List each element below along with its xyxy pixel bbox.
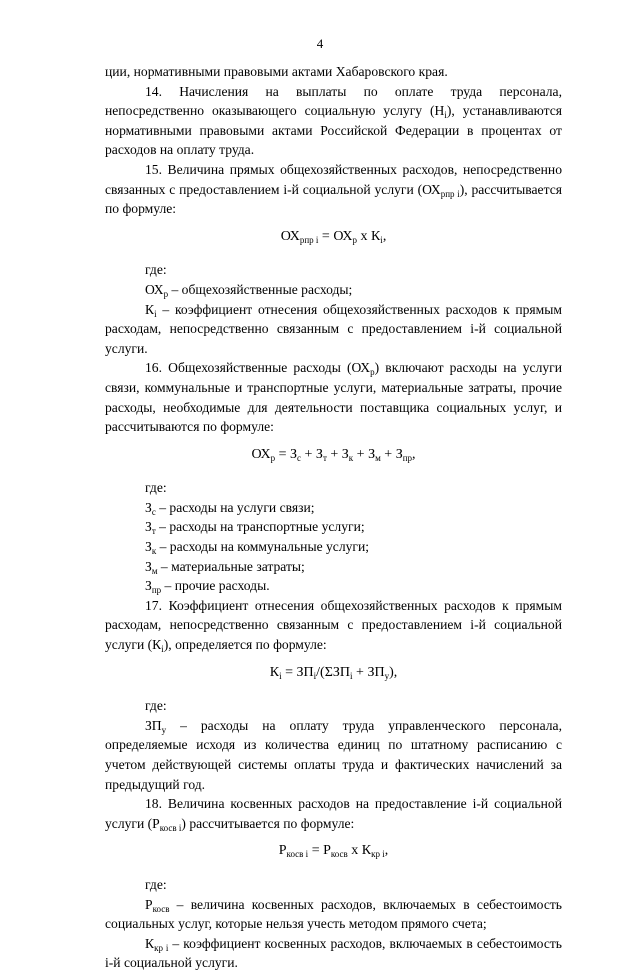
where-label: где: bbox=[145, 480, 167, 496]
formula-ox-p: $ОХ_р = З_с + З_т + З_к + З_м + З_{пр}$, bbox=[251, 446, 416, 463]
formula-k-i: $К_i = ЗП_i/(\Sigma ЗП_i + ЗП_у)$, bbox=[269, 664, 398, 681]
paragraph-14: 14. Начисления на выплаты по оплате труда персонала, непосредственно оказывающего социальную услугу $(Н_i)$, устанавливаются нормативными правовыми актами Российской Федерации в процентах от расходов на оплату труда. bbox=[105, 83, 562, 158]
definition-z-m: $З_м$ – материальные затраты; bbox=[145, 558, 305, 576]
page-number: 4 bbox=[316, 36, 324, 51]
where-label: где: bbox=[145, 262, 167, 278]
paragraph: ции, нормативными правовыми актами Хабаровского края. bbox=[105, 64, 448, 79]
document-body bbox=[105, 62, 562, 973]
definition-ox-p: $ОХ_р$ – общехозяйственные расходы; bbox=[145, 281, 353, 299]
definition-z-pr: $З_{пр}$ – прочие расходы. bbox=[145, 578, 270, 596]
definition-k-kr-i: $К_{кр i}$ – коэффициент косвенных расходов, включаемых в себестоимость i-й социальной услуги. bbox=[105, 935, 562, 971]
paragraph-16: 16. Общехозяйственные расходы $(ОХ_р)$ включают расходы на услуги связи, коммунальные и транспортные услуги, материальные затраты, прочие расходы, необходимые для деятельности поставщика социальных услуг, и рассчитываются по формуле: bbox=[105, 360, 562, 435]
formula-ox-rpr: $ОХ_{рпр i} = ОХ_р$ х $К_i$, bbox=[280, 228, 387, 245]
definition-r-kosv: $Р_{косв}$ – величина косвенных расходов, включаемых в себестоимость социальных услуг, которые нельзя учесть методом прямого счета; bbox=[105, 896, 562, 932]
definition-z-t: $З_т$ – расходы на транспортные услуги; bbox=[145, 519, 365, 537]
definition-z-s: $З_с$ – расходы на услуги связи; bbox=[145, 499, 315, 517]
where-label: где: bbox=[145, 698, 167, 714]
definition-z-k: $З_к$ – расходы на коммунальные услуги; bbox=[145, 539, 370, 557]
paragraph-18: 18. Величина косвенных расходов на предоставление i-й социальной услуги $(Р_{косв i})$ рассчитывается по формуле: bbox=[105, 796, 562, 833]
paragraph-15: 15. Величина прямых общехозяйственных расходов, непосредственно связанных с предоставлением i-й социальной услуги $(ОХ_{рпр i})$, рассчитывается по формуле: bbox=[105, 161, 562, 217]
formula-r-kosv: $Р_{косв i} = Р_{косв}$ х $К_{кр i}$, bbox=[278, 843, 389, 860]
definition-zp-y: $ЗП_у$ – расходы на оплату труда управленческого персонала, определяемые исходя из количества единиц по штатному расписанию с учетом действующей системы оплаты труда и фактических начислений за предыдущий год. bbox=[105, 717, 562, 792]
definition-k-i: $К_i$ – коэффициент отнесения общехозяйственных расходов к прямым расходам, непосредственно связанным с предоставлением i-й социальной услуги. bbox=[105, 301, 562, 356]
paragraph-17: 17. Коэффициент отнесения общехозяйственных расходов к прямым расходам, непосредственно связанным с предоставлением i-й социальной услуги $(К_i)$, определяется по формуле: bbox=[105, 597, 562, 655]
where-label: где: bbox=[145, 876, 167, 892]
